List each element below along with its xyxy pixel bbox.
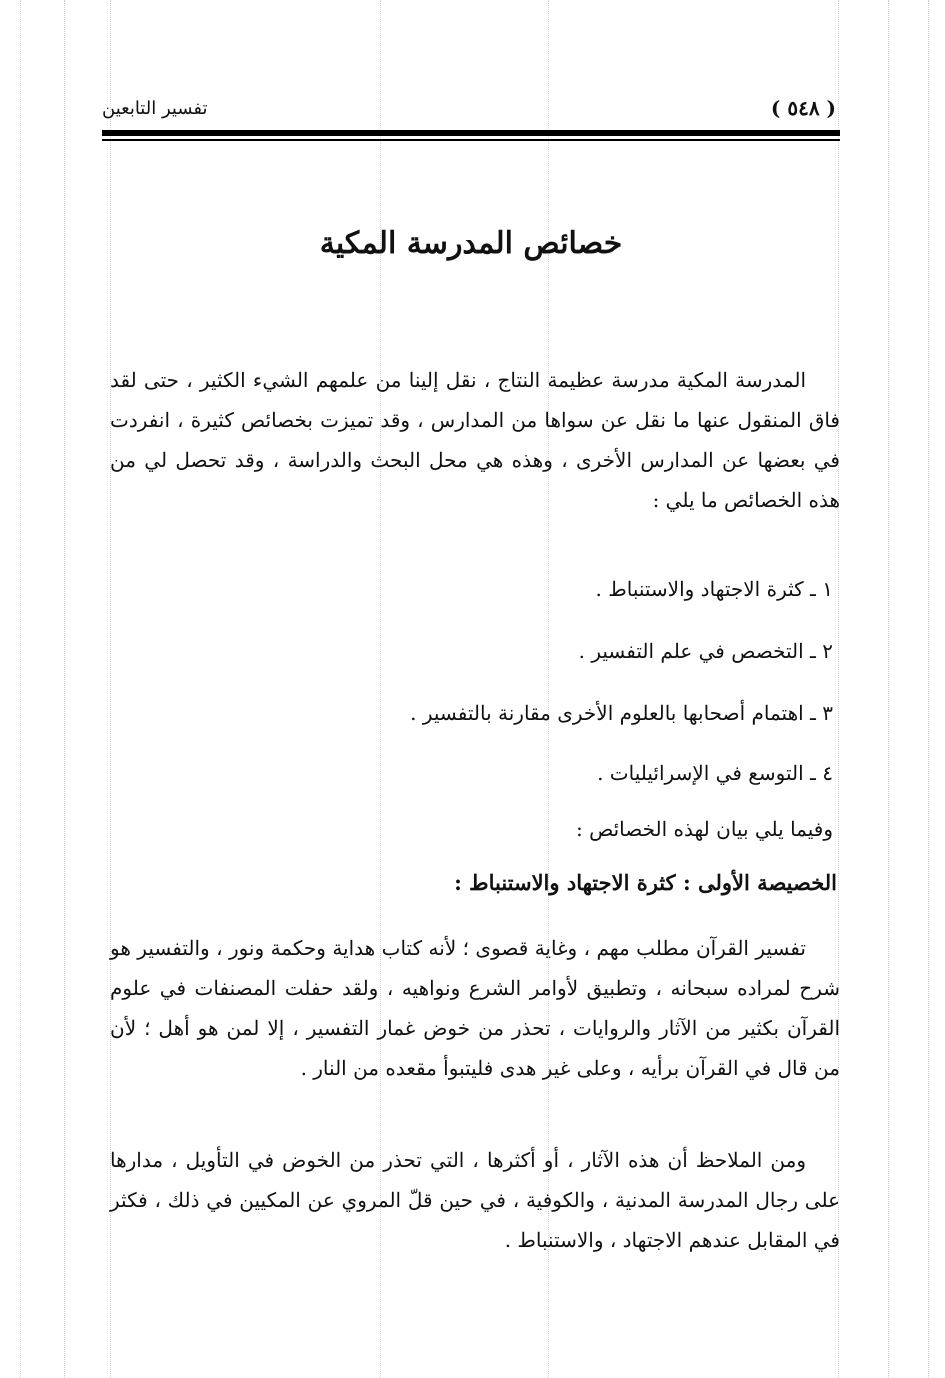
list-item-4: ٤ ـ التوسع في الإسرائيليات . xyxy=(597,761,833,785)
list-item-2: ٢ ـ التخصص في علم التفسير . xyxy=(578,639,833,663)
subsection-heading: الخصيصة الأولى : كثرة الاجتهاد والاستنباط : xyxy=(454,870,837,895)
paragraph-3: ومن الملاحظ أن هذه الآثار ، أو أكثرها ، التي تحذر من الخوض في التأويل ، مدارها على رجال المدرسة المدنية ، والكوفية ، في حين قلّ المروي عن المكيين في ذلك ، فكثر في المقابل عندهم الاجتهاد ، والاستنباط . xyxy=(110,1148,840,1252)
header-rule-thick xyxy=(102,130,840,136)
intro-paragraph-block xyxy=(110,360,840,520)
scan-guide-line xyxy=(20,0,21,1378)
page-number: ( ٥٤٨ ) xyxy=(770,96,836,120)
running-title: تفسير التابعين xyxy=(102,98,208,119)
list-item-1: ١ ـ كثرة الاجتهاد والاستنباط . xyxy=(595,577,833,601)
page-header xyxy=(102,96,836,122)
paragraph-2-block xyxy=(110,928,840,1088)
scan-guide-line xyxy=(64,0,65,1378)
scan-guide-line xyxy=(928,0,929,1378)
section-heading: خصائص المدرسة المكية xyxy=(319,226,623,261)
list-outro: وفيما يلي بيان لهذه الخصائص : xyxy=(575,817,833,841)
intro-paragraph: المدرسة المكية مدرسة عظيمة النتاج ، نقل إلينا من علمهم الشيء الكثير ، حتى لقد فاق المنقول عنها ما نقل عن سواها من المدارس ، وقد تميزت بخصائص كثيرة ، انفردت في بعضها عن المدارس الأخرى ، وهذه هي محل البحث والدراسة ، وقد تحصل لي من هذه الخصائص ما يلي : xyxy=(110,368,840,512)
paragraph-2: تفسير القرآن مطلب مهم ، وغاية قصوى ؛ لأنه كتاب هداية وحكمة ونور ، والتفسير هو شرح لمراده سبحانه ، وتطبيق لأوامر الشرع ونواهيه ، ولقد حفلت المصنفات في علوم القرآن بكثير من الآثار والروايات ، تحذر من خوض غمار التفسير ، إلا لمن هو أهل ؛ لأن من قال في القرآن برأيه ، وعلى غير هدى فليتبوأ مقعده من النار . xyxy=(110,936,840,1080)
paragraph-3-block xyxy=(110,1140,840,1260)
scan-guide-line xyxy=(888,0,889,1378)
header-rule-thin xyxy=(102,139,840,141)
list-item-3: ٣ ـ اهتمام أصحابها بالعلوم الأخرى مقارنة بالتفسير . xyxy=(410,701,833,725)
